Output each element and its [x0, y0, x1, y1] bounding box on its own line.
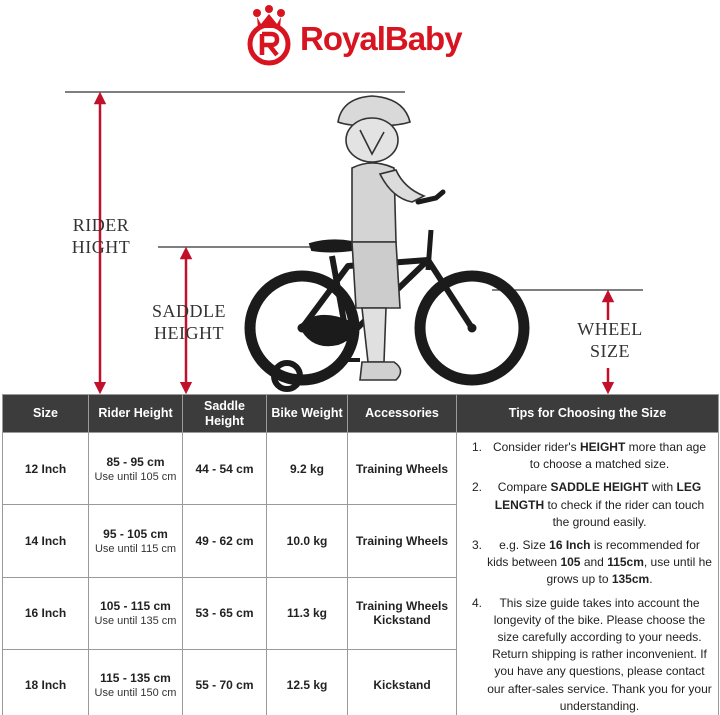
- cell-saddle-height: 55 - 70 cm: [183, 649, 267, 715]
- tip-item: [463, 595, 712, 715]
- header-size: Size: [3, 395, 89, 433]
- cell-rider-height: [89, 505, 183, 577]
- cell-bike-weight: 12.5 kg: [267, 649, 348, 715]
- rider-height-value: 115 - 135 cm: [100, 671, 171, 686]
- wheel-label-line1: WHEEL: [577, 319, 643, 339]
- size-guide-table: [2, 394, 719, 715]
- header-saddle-line2: Height: [205, 413, 244, 428]
- rider-label-line2: HIGHT: [71, 237, 131, 257]
- cell-saddle-height: 49 - 62 cm: [183, 505, 267, 577]
- cell-rider-height: [89, 649, 183, 715]
- cell-accessories: [348, 505, 457, 577]
- cell-accessories: [348, 649, 457, 715]
- rider-label-line1: RIDER: [72, 215, 130, 235]
- tip-number: 2.: [471, 480, 482, 495]
- header-tips: Tips for Choosing the Size: [457, 395, 719, 433]
- wheel-label-line2: SIZE: [590, 341, 630, 361]
- cell-saddle-height: 53 - 65 cm: [183, 577, 267, 649]
- cell-size: 14 Inch: [3, 505, 89, 577]
- accessory-1: Training Wheels: [355, 533, 448, 548]
- accessory-1: Training Wheels: [355, 461, 448, 476]
- rider-height-value: 105 - 115 cm: [100, 599, 171, 614]
- crown-r-icon: [238, 4, 300, 66]
- rider-height-note: Use until 105 cm: [94, 470, 177, 483]
- cell-rider-height: [89, 577, 183, 649]
- cell-bike-weight: 9.2 kg: [267, 433, 348, 505]
- cell-rider-height: [89, 433, 183, 505]
- accessory-1: Kickstand: [373, 678, 431, 693]
- brand-logo: [238, 4, 498, 66]
- rider-height-value: 95 - 105 cm: [103, 526, 168, 541]
- brand-name: RoyalBaby: [300, 20, 462, 57]
- tip-item: [463, 439, 712, 473]
- rider-height-value: 85 - 95 cm: [106, 454, 165, 469]
- table-row: [3, 433, 719, 505]
- rider-height-label: [66, 214, 136, 258]
- saddle-label-line2: HEIGHT: [154, 323, 224, 343]
- header-saddle-height: [183, 395, 267, 433]
- tips-cell: [457, 433, 719, 715]
- accessory-2: Kickstand: [373, 613, 431, 628]
- header-rider-height: Rider Height: [89, 395, 183, 433]
- tip-number: 3.: [471, 538, 482, 553]
- header-accessories: Accessories: [348, 395, 457, 433]
- rider-height-note: Use until 115 cm: [94, 542, 177, 555]
- cell-accessories: [348, 433, 457, 505]
- tip-number: 1.: [471, 440, 482, 454]
- size-diagram: [0, 70, 720, 395]
- table-header-row: [3, 395, 719, 433]
- saddle-label-line1: SADDLE: [152, 301, 226, 321]
- cell-accessories: [348, 577, 457, 649]
- accessory-1: Training Wheels: [355, 599, 448, 614]
- tip-item: [463, 537, 712, 589]
- tip-text: Consider rider's HEIGHT more than age to choose a matched size.: [492, 440, 707, 472]
- tip-item: [463, 479, 712, 531]
- cell-size: 16 Inch: [3, 577, 89, 649]
- rider-height-note: Use until 150 cm: [94, 687, 177, 700]
- cell-saddle-height: 44 - 54 cm: [183, 433, 267, 505]
- tip-text: e.g. Size 16 Inch is recommended for kids between 105 and 115cm, use until he grows up to 135cm.: [487, 538, 712, 587]
- header-saddle-line1: Saddle: [204, 398, 245, 413]
- rider-height-note: Use until 135 cm: [94, 615, 177, 628]
- tip-text: Compare SADDLE HEIGHT with LEG LENGTH to check if the rider can touch the ground easily.: [494, 480, 705, 529]
- tip-number: 4.: [471, 595, 482, 610]
- wheel-size-label: [570, 318, 650, 362]
- cell-size: 12 Inch: [3, 433, 89, 505]
- cell-bike-weight: 10.0 kg: [267, 505, 348, 577]
- tip-text: This size guide takes into account the longevity of the bike. Please choose the size carefully according to your needs. Return shipping is rather inconvenient. If you have any questions, please contact our after-sales service. Thank you for your understanding.: [487, 595, 712, 713]
- cell-size: 18 Inch: [3, 649, 89, 715]
- cell-bike-weight: 11.3 kg: [267, 577, 348, 649]
- header-bike-weight: Bike Weight: [267, 395, 348, 433]
- saddle-height-label: [146, 300, 232, 344]
